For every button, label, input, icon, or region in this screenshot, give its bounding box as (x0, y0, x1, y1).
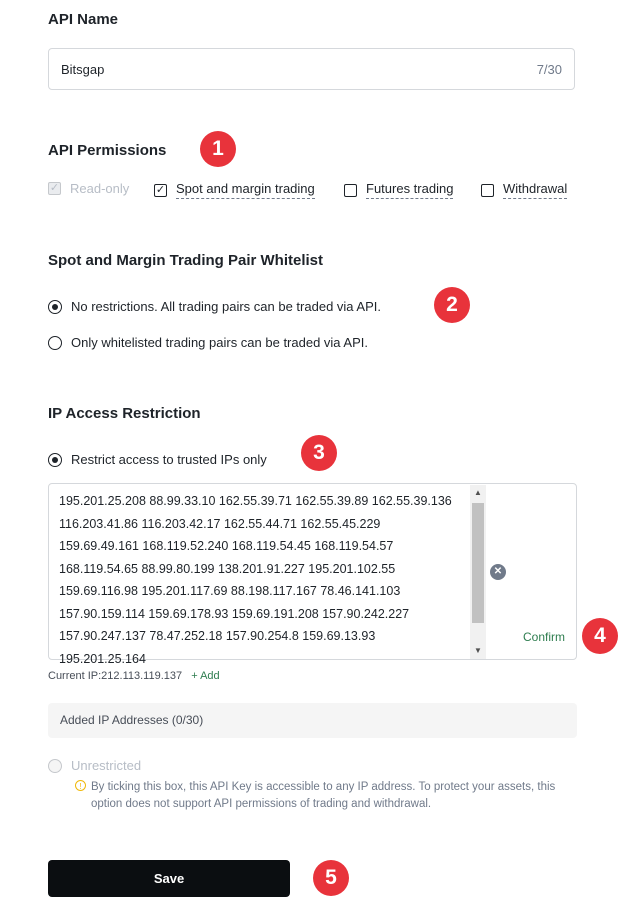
ip-line: 159.69.116.98 195.201.117.69 88.198.117.167 78.46.141.103 (59, 584, 401, 598)
current-ip-row (48, 670, 220, 682)
ip-line: 168.119.54.65 88.99.80.199 138.201.91.227 195.201.102.55 (59, 561, 396, 576)
permission-read-only-label: Read-only (70, 181, 130, 196)
annotation-badge-1: 1 (200, 131, 236, 167)
scroll-up-arrow-icon[interactable]: ▲ (474, 488, 482, 497)
whitelist-option-label[interactable]: Only whitelisted trading pairs can be traded via API. (71, 335, 368, 350)
unrestricted-warning-text: By ticking this box, this API Key is accessible to any IP address. To protect your assets, this option does not support API permissions of trading and withdrawal. (91, 781, 556, 810)
ip-line: 116.203.41.86 116.203.42.17 162.55.44.71 162.55.45.229 (59, 516, 381, 531)
ip-access-title: IP Access Restriction (48, 405, 201, 422)
ip-line: 157.90.247.137 78.47.252.18 157.90.254.8 159.69.13.93 (59, 629, 376, 643)
permission-withdrawal-label[interactable]: Withdrawal (503, 181, 567, 199)
whitelist-option-label[interactable]: No restrictions. All trading pairs can be traded via API. (71, 299, 381, 314)
permission-spot-margin-label[interactable]: Spot and margin trading (176, 181, 315, 199)
annotation-badge-4: 4 (582, 618, 618, 654)
annotation-badge-3: 3 (301, 435, 337, 471)
current-ip-text: Current IP:212.113.119.137 (48, 670, 183, 682)
ip-line: 195.201.25.164 (59, 651, 146, 666)
confirm-button[interactable]: Confirm (523, 630, 566, 644)
warning-icon: ! (75, 780, 86, 791)
whitelist-title: Spot and Margin Trading Pair Whitelist (48, 252, 324, 269)
checkbox-read-only: ✓ (49, 182, 60, 194)
checkbox-withdrawal[interactable] (481, 184, 494, 197)
permission-withdrawal[interactable] (481, 181, 567, 199)
annotation-badge-5: 5 (313, 860, 349, 896)
ip-textarea[interactable] (48, 483, 577, 666)
ip-list-text[interactable] (59, 490, 467, 666)
unrestricted-option (48, 758, 141, 773)
ip-restrict-option[interactable] (48, 452, 267, 467)
permission-futures[interactable] (344, 181, 453, 199)
ip-restrict-label[interactable]: Restrict access to trusted IPs only (71, 452, 267, 467)
ip-scrollbar[interactable] (470, 485, 486, 659)
added-ip-addresses-label: Added IP Addresses (0/30) (60, 713, 204, 727)
radio-no-restrictions[interactable] (48, 300, 62, 314)
checkbox-futures[interactable] (344, 184, 357, 197)
ip-line: 195.201.25.208 88.99.33.10 162.55.39.71 162.55.39.89 162.55.39.136 (59, 494, 452, 508)
permission-read-only (48, 181, 129, 196)
whitelist-option-no-restrictions[interactable] (48, 299, 381, 314)
clear-icon[interactable]: ✕ (490, 564, 506, 580)
scroll-down-arrow-icon[interactable]: ▼ (474, 646, 482, 655)
permissions-title: API Permissions (48, 142, 167, 159)
api-name-counter: 7/30 (536, 62, 562, 77)
save-button[interactable]: Save (48, 860, 290, 897)
radio-restrict-trusted-ips[interactable] (48, 453, 62, 467)
added-ip-addresses-panel[interactable] (48, 703, 577, 738)
add-current-ip-link[interactable]: + Add (191, 670, 220, 682)
radio-only-whitelisted[interactable] (48, 336, 62, 350)
checkbox-spot-margin[interactable]: ✓ (155, 183, 166, 196)
permission-futures-label[interactable]: Futures trading (366, 181, 453, 199)
permission-spot-margin[interactable] (154, 181, 315, 199)
api-name-input[interactable] (48, 48, 575, 90)
ip-line: 159.69.49.161 168.119.52.240 168.119.54.45 168.119.54.57 (59, 539, 394, 553)
radio-unrestricted (48, 759, 62, 773)
unrestricted-label: Unrestricted (71, 758, 142, 773)
whitelist-option-only-whitelisted[interactable] (48, 335, 368, 350)
api-name-value[interactable]: Bitsgap (61, 62, 105, 77)
annotation-badge-2: 2 (434, 287, 470, 323)
scrollbar-thumb[interactable] (472, 503, 484, 623)
ip-line: 157.90.159.114 159.69.178.93 159.69.191.208 157.90.242.227 (59, 606, 410, 621)
api-name-title: API Name (48, 11, 119, 28)
